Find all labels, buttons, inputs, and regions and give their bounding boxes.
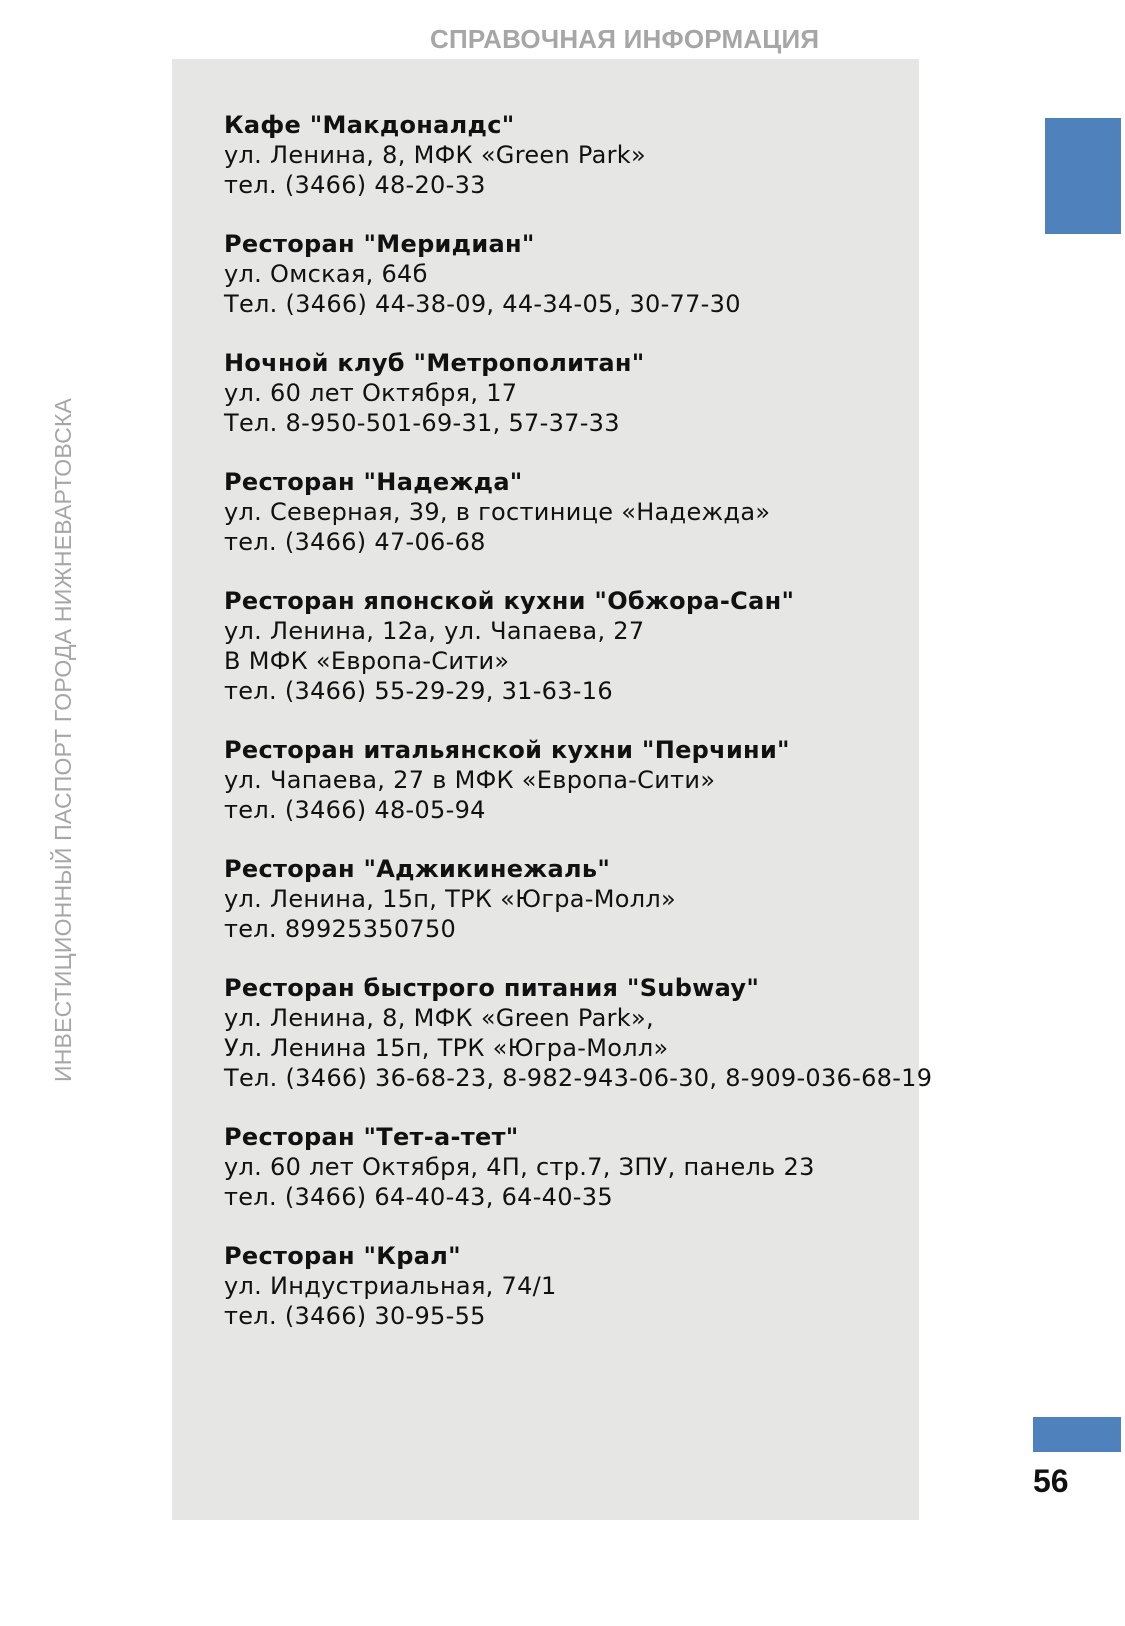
list-item [224,229,1114,319]
entry-phone: тел. (3466) 48-20-33 [224,171,486,199]
entry-name: Ресторан "Надежда" [224,468,523,496]
page-number-marker [1033,1417,1121,1452]
list-item [224,467,1114,557]
entry-address: ул. 60 лет Октября, 17 [224,379,518,407]
page-header-title: СПРАВОЧНАЯ ИНФОРМАЦИЯ [430,24,820,54]
entry-address: ул. Ленина, 8, МФК «Green Park», [224,1004,654,1032]
entry-name: Ресторан японской кухни "Обжора-Сан" [224,587,795,615]
entry-name: Ресторан "Меридиан" [224,230,535,258]
list-item [224,1241,1114,1331]
entry-phone: тел. (3466) 64-40-43, 64-40-35 [224,1183,613,1211]
entry-address: ул. Чапаева, 27 в МФК «Европа-Сити» [224,766,716,794]
list-item [224,973,1114,1093]
entry-address: ул. Северная, 39, в гостинице «Надежда» [224,498,771,526]
restaurant-list [224,110,1114,1360]
entry-name: Ресторан "Тет-а-тет" [224,1123,519,1151]
entry-name: Ресторан итальянской кухни "Перчини" [224,736,790,764]
list-item [224,348,1114,438]
entry-name: Ночной клуб "Метрополитан" [224,349,645,377]
entry-address: В МФК «Европа-Сити» [224,647,510,675]
entry-address: ул. Ленина, 12а, ул. Чапаева, 27 [224,617,645,645]
entry-name: Ресторан "Аджикинежаль" [224,855,611,883]
list-item [224,110,1114,200]
entry-address: ул. Омская, 64б [224,260,428,288]
entry-phone: тел. (3466) 48-05-94 [224,796,486,824]
vertical-sidebar-title: ИНВЕСТИЦИОННЫЙ ПАСПОРТ ГОРОДА НИЖНЕВАРТОВСКА [50,397,76,1082]
entry-name: Ресторан быстрого питания "Subway" [224,974,760,1002]
list-item [224,1122,1114,1212]
entry-phone: Тел. (3466) 36-68-23, 8-982-943-06-30, 8-909-036-68-19 [224,1064,933,1092]
entry-address: ул. Ленина, 8, МФК «Green Park» [224,141,646,169]
list-item [224,735,1114,825]
entry-phone: тел. (3466) 47-06-68 [224,528,486,556]
entry-address: ул. Ленина, 15п, ТРК «Югра-Молл» [224,885,677,913]
entry-address: Ул. Ленина 15п, ТРК «Югра-Молл» [224,1034,669,1062]
entry-phone: Тел. 8-950-501-69-31, 57-37-33 [224,409,620,437]
entry-phone: тел. (3466) 55-29-29, 31-63-16 [224,677,613,705]
list-item [224,586,1114,706]
page-number: 56 [1033,1463,1069,1499]
entry-phone: тел. (3466) 30-95-55 [224,1302,486,1330]
entry-name: Ресторан "Крал" [224,1242,461,1270]
entry-phone: тел. 89925350750 [224,915,457,943]
entry-phone: Тел. (3466) 44-38-09, 44-34-05, 30-77-30 [224,290,741,318]
list-item [224,854,1114,944]
entry-address: ул. 60 лет Октября, 4П, стр.7, ЗПУ, панель 23 [224,1153,815,1181]
entry-address: ул. Индустриальная, 74/1 [224,1272,557,1300]
entry-name: Кафе "Макдоналдс" [224,111,515,139]
